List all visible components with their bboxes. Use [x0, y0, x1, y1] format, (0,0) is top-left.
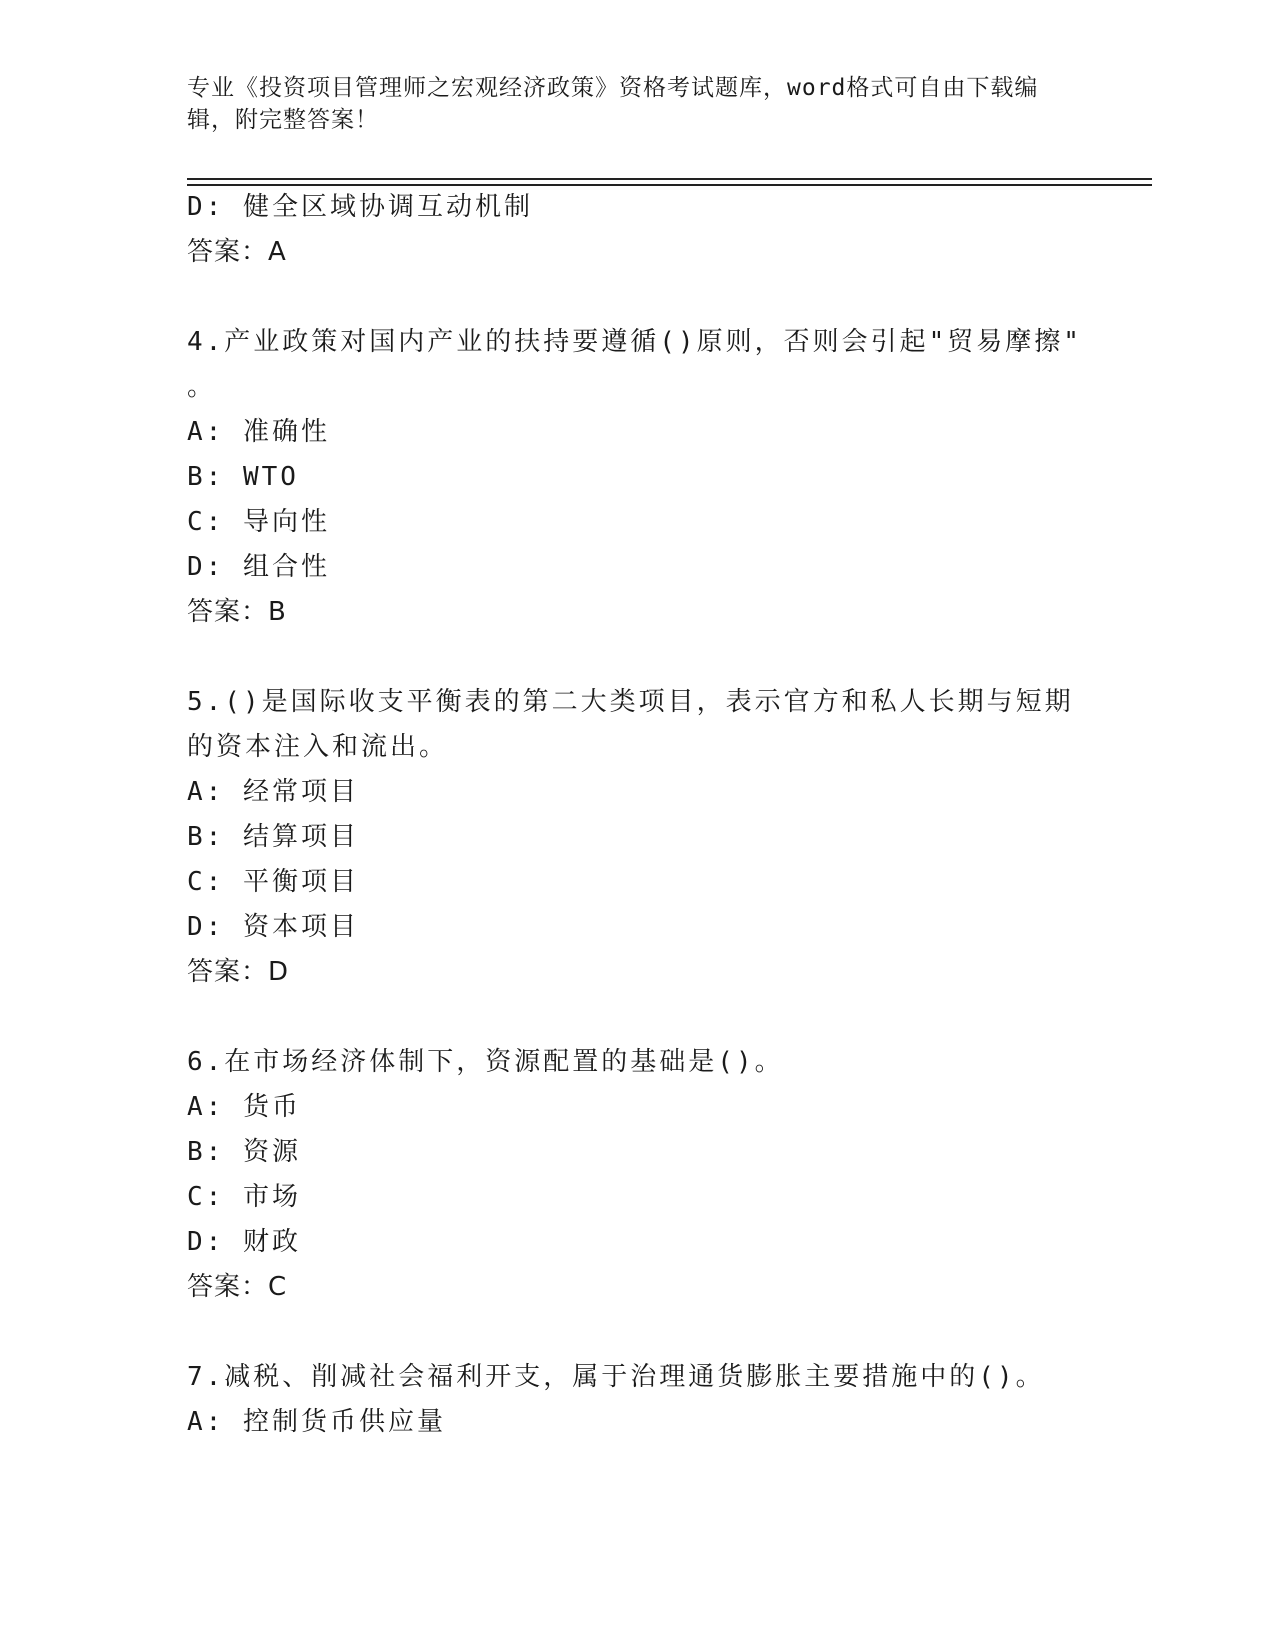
header-line-1: 专业《投资项目管理师之宏观经济政策》资格考试题库，word格式可自由下载编	[187, 75, 1039, 101]
q3-option-d: D: 健全区域协调互动机制	[187, 192, 533, 222]
q4-option-d: D: 组合性	[187, 552, 330, 582]
q6-option-b: B: 资源	[187, 1137, 301, 1167]
q6-option-d: D: 财政	[187, 1227, 301, 1257]
q7-option-a: A: 控制货币供应量	[187, 1407, 446, 1437]
q4-answer: 答案：B	[187, 597, 287, 627]
q3-answer: 答案：A	[187, 237, 287, 267]
q6-option-a: A: 货币	[187, 1092, 301, 1122]
q6-answer: 答案：C	[187, 1272, 288, 1302]
header-rule-bottom	[187, 184, 1152, 186]
q4-stem-line-2: 。	[187, 372, 217, 402]
q4-option-b: B: WTO	[187, 462, 299, 492]
q5-answer: 答案：D	[187, 957, 290, 987]
header-rule-top	[187, 178, 1152, 180]
q6-option-c: C: 市场	[187, 1182, 301, 1212]
q6-stem: 6.在市场经济体制下，资源配置的基础是()。	[187, 1047, 784, 1077]
q4-option-a: A: 准确性	[187, 417, 330, 447]
q5-stem-line-2: 的资本注入和流出。	[187, 732, 449, 762]
q7-stem: 7.减税、削减社会福利开支，属于治理通货膨胀主要措施中的()。	[187, 1362, 1045, 1392]
q4-option-c: C: 导向性	[187, 507, 330, 537]
q5-option-d: D: 资本项目	[187, 912, 359, 942]
q5-option-a: A: 经常项目	[187, 777, 359, 807]
document-header	[187, 72, 1067, 136]
q5-stem-line-1: 5.()是国际收支平衡表的第二大类项目，表示官方和私人长期与短期	[187, 687, 1074, 717]
header-line-2: 辑，附完整答案！	[187, 107, 379, 133]
q5-option-c: C: 平衡项目	[187, 867, 359, 897]
q5-option-b: B: 结算项目	[187, 822, 359, 852]
q4-stem-line-1: 4.产业政策对国内产业的扶持要遵循()原则，否则会引起"贸易摩擦"	[187, 327, 1082, 357]
